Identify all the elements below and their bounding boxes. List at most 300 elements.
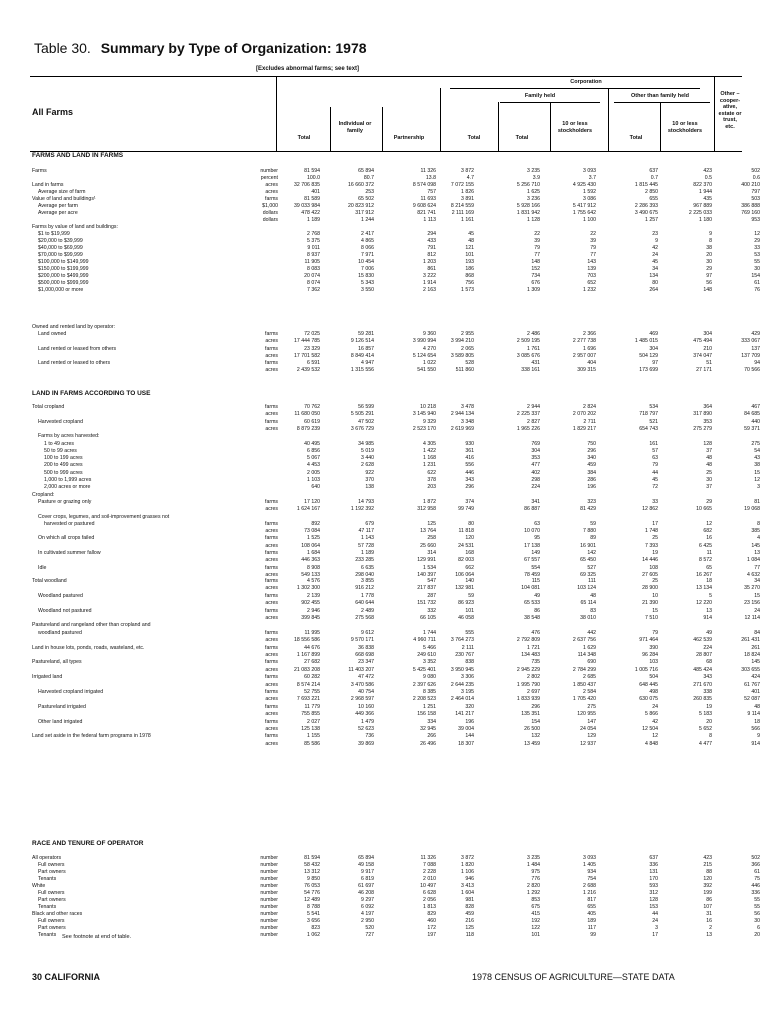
row-unit: farms <box>265 550 278 556</box>
cell-value: 971 464 <box>639 637 658 644</box>
cell-value: 11 693 <box>420 196 436 202</box>
table-row <box>30 681 760 689</box>
cell-value: 53 <box>754 252 760 258</box>
cell-value: 56 <box>706 280 712 286</box>
cell-value: 134 <box>649 273 658 279</box>
table-row <box>30 506 760 513</box>
row-unit: acres <box>265 506 278 513</box>
cell-value: 44 676 <box>304 644 320 651</box>
cell-value: 9 126 514 <box>350 338 374 345</box>
cell-value: 1 315 556 <box>350 367 374 374</box>
cell-value: 309 315 <box>577 367 596 374</box>
row-label: $40,000 to $69,999 <box>38 245 83 251</box>
cell-value: 520 <box>365 925 374 931</box>
cell-value: 2 637 756 <box>572 637 596 644</box>
cell-value: 81 594 <box>304 168 320 174</box>
cell-value: 12 504 <box>642 726 658 732</box>
cell-value: 39 <box>534 238 540 244</box>
table-row <box>30 607 760 615</box>
cell-value: 1 761 <box>527 345 540 352</box>
cell-value: 433 <box>427 238 436 244</box>
row-unit: farms <box>265 659 278 666</box>
table-row <box>30 615 760 622</box>
row-label: Farms by value of land and buildings: <box>32 224 118 230</box>
cell-value: 8 574 214 <box>296 681 320 688</box>
table-row <box>30 259 760 266</box>
cell-value: 504 129 <box>639 352 658 359</box>
cell-value: 81 594 <box>304 855 320 861</box>
cell-value: 3 470 586 <box>350 681 374 688</box>
cell-value: 80 <box>652 280 658 286</box>
cell-value: 3 589 805 <box>450 352 474 359</box>
cell-value: 145 <box>751 659 760 666</box>
cell-value: 769 160 <box>741 210 760 216</box>
cell-value: 1 995 790 <box>516 681 540 688</box>
row-unit: farms <box>265 644 278 651</box>
cell-value: 33 <box>754 245 760 251</box>
cell-value: 675 <box>531 904 540 910</box>
row-unit: acres <box>265 585 278 592</box>
cell-value: 828 <box>465 904 474 910</box>
cell-value: 304 <box>531 447 540 454</box>
cell-value: 703 <box>587 273 596 279</box>
cell-value: 16 857 <box>358 345 374 352</box>
row-unit: number <box>260 876 278 882</box>
table-title <box>34 40 367 56</box>
cell-value: 3 085 676 <box>516 352 540 359</box>
cell-value: 12 220 <box>696 600 712 607</box>
cell-value: 153 <box>649 904 658 910</box>
cell-value: 4 925 430 <box>572 182 596 188</box>
cell-value: 10 070 <box>524 528 540 535</box>
cell-value: 3 656 <box>307 918 320 924</box>
footer-census-title: 1978 CENSUS OF AGRICULTURE—STATE DATA <box>472 972 675 982</box>
cell-value: 401 <box>311 189 320 195</box>
cell-value: 8 083 <box>307 266 320 272</box>
cell-value: 399 845 <box>301 615 320 621</box>
cell-value: 4 453 <box>307 462 320 469</box>
table-row <box>30 338 760 345</box>
table-row <box>30 462 760 469</box>
cell-value: 24 <box>652 703 658 710</box>
cell-value: 423 <box>703 855 712 861</box>
cell-value: 3 990 994 <box>412 338 436 345</box>
cell-value: 1 257 <box>645 217 658 223</box>
row-label: $100,000 to $149,999 <box>38 259 89 265</box>
cell-value: 72 <box>652 484 658 491</box>
row-unit: acres <box>265 637 278 644</box>
cell-value: 718 797 <box>639 411 658 418</box>
cell-value: 1 128 <box>527 217 540 223</box>
cell-value: 892 <box>311 520 320 527</box>
cell-value: 3 306 <box>461 674 474 681</box>
cell-value: 73 084 <box>304 528 320 535</box>
cell-value: 630 075 <box>639 696 658 703</box>
cell-value: 97 <box>706 273 712 279</box>
cell-value: 34 <box>754 578 760 584</box>
table-row <box>30 622 742 629</box>
cell-value: 210 <box>703 345 712 352</box>
cell-value: 791 <box>427 245 436 251</box>
cell-value: 429 <box>751 331 760 338</box>
cell-value: 757 <box>427 189 436 195</box>
cell-value: 511 860 <box>455 367 474 374</box>
row-unit: farms <box>265 331 278 338</box>
cell-value: 534 <box>649 404 658 410</box>
cell-value: 2 697 <box>527 689 540 695</box>
cell-value: 59 281 <box>358 331 374 338</box>
table-row <box>30 578 760 585</box>
cell-value: 2 944 134 <box>450 411 474 418</box>
cell-value: 18 556 586 <box>294 637 320 644</box>
cell-value: 1 161 <box>461 217 474 223</box>
cell-value: 154 <box>531 718 540 725</box>
cell-value: 70 762 <box>304 404 320 410</box>
cell-value: 30 <box>706 259 712 265</box>
table-row <box>30 925 760 932</box>
cell-value: 80 <box>468 520 474 527</box>
cell-value: 521 <box>649 418 658 425</box>
cell-value: 2 945 229 <box>516 666 540 673</box>
cell-value: 20 823 912 <box>348 203 374 209</box>
cell-value: 1 292 <box>527 890 540 896</box>
table-row <box>30 514 742 521</box>
row-label: Idle <box>38 564 47 571</box>
cell-value: 8 214 559 <box>450 203 474 209</box>
cell-value: 120 <box>703 876 712 882</box>
cell-value: 57 728 <box>358 542 374 549</box>
cell-value: 67 557 <box>524 557 540 564</box>
cell-value: 1 106 <box>461 869 474 875</box>
row-unit: acres <box>265 726 278 732</box>
cell-value: 12 <box>754 477 760 483</box>
table-row <box>30 600 760 607</box>
cell-value: 61 697 <box>358 883 374 889</box>
row-unit: number <box>260 911 278 917</box>
cell-value: 99 749 <box>458 506 474 513</box>
cell-value: 7 088 <box>423 862 436 868</box>
cell-value: 19 <box>706 703 712 710</box>
cell-value: 12 <box>754 231 760 237</box>
table-row <box>30 585 760 592</box>
cell-value: 60 619 <box>304 418 320 425</box>
cell-value: 1 592 <box>583 189 596 195</box>
table-row <box>30 175 760 182</box>
cell-value: 735 <box>531 659 540 666</box>
table-row <box>30 168 760 175</box>
cell-value: 1 850 437 <box>572 681 596 688</box>
table-row <box>30 733 760 740</box>
cell-value: 467 <box>751 404 760 410</box>
cell-value: 593 <box>649 883 658 889</box>
cell-value: 622 <box>427 469 436 476</box>
cell-value: 5 425 401 <box>412 666 436 673</box>
table-row <box>30 484 760 491</box>
cell-value: 8 788 <box>307 904 320 910</box>
row-unit: farms <box>265 535 278 542</box>
cell-value: 77 <box>754 564 760 571</box>
cell-value: 378 <box>427 477 436 483</box>
cell-value: 1 302 300 <box>296 585 320 592</box>
cell-value: 25 <box>652 535 658 542</box>
cell-value: 65 533 <box>524 600 540 607</box>
cell-value: 134 483 <box>521 652 540 658</box>
cell-value: 1 143 <box>361 535 374 542</box>
cell-value: 44 <box>652 911 658 917</box>
cell-value: 8 <box>757 520 760 527</box>
cell-value: 143 <box>587 259 596 265</box>
cell-value: 68 <box>706 659 712 666</box>
cell-value: 2 111 169 <box>451 210 474 216</box>
cell-value: 16 <box>706 918 712 924</box>
cell-value: 23 <box>652 231 658 237</box>
cell-value: 15 <box>754 469 760 476</box>
cell-value: 81 589 <box>304 196 320 202</box>
row-unit: acres <box>265 681 278 688</box>
table-row <box>30 535 760 542</box>
cell-value: 431 <box>531 360 540 366</box>
cell-value: 682 <box>703 528 712 535</box>
cell-value: 1 231 <box>423 462 436 469</box>
row-label: Land rented or leased from others <box>38 345 117 352</box>
cell-value: 65 450 <box>580 557 596 564</box>
cell-value: 10 665 <box>696 506 712 513</box>
cell-value: 11 403 207 <box>348 666 374 673</box>
cell-value: 1 192 392 <box>350 506 374 513</box>
cell-value: 1 525 <box>307 535 320 542</box>
cell-value: 76 <box>754 287 760 293</box>
cell-value: 304 <box>649 345 658 352</box>
row-label: 50 to 99 acres <box>44 447 77 454</box>
cell-value: 296 <box>587 447 596 454</box>
cell-value: 3 764 273 <box>450 637 474 644</box>
row-unit: acres <box>265 367 278 374</box>
cell-value: 65 114 <box>580 600 596 607</box>
cell-value: 59 <box>468 592 474 599</box>
header-other-than-family: Other than family held <box>630 93 690 99</box>
table-row <box>30 352 760 360</box>
cell-value: 31 <box>706 911 712 917</box>
cell-value: 1 721 <box>527 644 540 651</box>
cell-value: 1 604 <box>461 890 474 896</box>
cell-value: 1 748 <box>645 528 658 535</box>
row-label: Full owners <box>38 890 65 896</box>
cell-value: 10 497 <box>420 883 436 889</box>
cell-value: 334 <box>427 718 436 725</box>
row-unit: acres <box>265 711 278 718</box>
row-label: 200 to 499 acres <box>44 462 83 469</box>
row-unit: acres <box>265 189 278 195</box>
cell-value: 101 <box>531 932 540 938</box>
table-row <box>30 703 760 711</box>
cell-value: 549 133 <box>301 571 320 578</box>
table-row <box>30 440 760 448</box>
table-row <box>30 890 760 897</box>
cell-value: 386 888 <box>741 203 760 209</box>
cell-value: 17 <box>652 520 658 527</box>
cell-value: 296 <box>465 484 474 491</box>
cell-value: 22 <box>590 231 596 237</box>
cell-value: 61 767 <box>744 681 760 688</box>
cell-value: 449 366 <box>355 711 374 718</box>
table-row <box>30 425 760 433</box>
cell-value: 446 <box>465 469 474 476</box>
cell-value: 28 900 <box>642 585 658 592</box>
cell-value: 916 212 <box>355 585 374 592</box>
row-label: $500,000 to $999,999 <box>38 280 89 286</box>
row-unit: acres <box>265 615 278 621</box>
cell-value: 172 <box>427 925 436 931</box>
row-label: On which all crops failed <box>38 535 95 542</box>
cell-value: 48 <box>468 238 474 244</box>
cell-value: 5 505 291 <box>350 411 374 418</box>
cell-value: 125 <box>465 925 474 931</box>
row-label: woodland pastured <box>38 629 82 636</box>
stub-title: All Farms <box>32 107 74 117</box>
cell-value: 129 991 <box>417 557 436 564</box>
cell-value: 26 500 <box>524 726 540 732</box>
header-family-held: Family held <box>524 93 556 99</box>
row-unit: farms <box>265 718 278 725</box>
cell-value: 446 <box>751 883 760 889</box>
cell-value: 49 <box>534 592 540 599</box>
cell-value: 902 455 <box>301 600 320 607</box>
table-row <box>30 932 760 939</box>
row-label: $70,000 to $99,999 <box>38 252 83 258</box>
cell-value: 55 <box>754 259 760 265</box>
cell-value: 203 <box>427 484 436 491</box>
cell-value: 27 682 <box>304 659 320 666</box>
cell-value: 147 <box>587 718 596 725</box>
row-label: Part owners <box>38 925 66 931</box>
table-row <box>30 345 760 353</box>
table-row <box>30 592 760 600</box>
cell-value: 56 599 <box>358 404 374 410</box>
table-row <box>30 897 760 904</box>
cell-value: 4 848 <box>645 740 658 747</box>
row-label: Harvested cropland irrigated <box>38 689 104 695</box>
cell-value: 168 <box>465 550 474 556</box>
cell-value: 121 <box>465 245 474 251</box>
cell-value: 37 <box>706 484 712 491</box>
cell-value: 120 955 <box>577 711 596 718</box>
cell-value: 149 <box>531 550 540 556</box>
cell-value: 107 <box>703 904 712 910</box>
cell-value: 323 <box>587 498 596 505</box>
cell-value: 3 872 <box>461 855 474 861</box>
cell-value: 312 958 <box>417 506 436 513</box>
cell-value: 148 <box>531 259 540 265</box>
cell-value: 934 <box>587 869 596 875</box>
cell-value: 7 693 221 <box>296 696 320 703</box>
cell-value: 48 <box>706 462 712 469</box>
row-unit: number <box>260 168 278 174</box>
cell-value: 12 <box>652 733 658 740</box>
cell-value: 61 <box>754 869 760 875</box>
table-row <box>30 210 760 217</box>
cell-value: 118 <box>465 932 474 938</box>
cell-value: 54 <box>754 447 760 454</box>
cell-value: 17 120 <box>304 498 320 505</box>
cell-value: 975 <box>531 869 540 875</box>
cell-value: 25 <box>706 469 712 476</box>
cell-value: 19 <box>652 550 658 556</box>
row-unit: farms <box>265 607 278 614</box>
cell-value: 2 111 <box>461 644 474 651</box>
cell-value: 20 074 <box>304 273 320 279</box>
cell-value: 332 <box>427 607 436 614</box>
table-row <box>30 629 760 637</box>
cell-value: 822 370 <box>693 182 712 188</box>
cell-value: 70 566 <box>744 367 760 374</box>
cell-value: 2 957 007 <box>572 352 596 359</box>
row-unit: farms <box>265 404 278 410</box>
table-row <box>30 711 760 718</box>
cell-value: 2 397 626 <box>412 681 436 688</box>
cell-value: 401 <box>751 689 760 695</box>
cell-value: 2 946 <box>307 607 320 614</box>
cell-value: 3.7 <box>588 175 596 181</box>
cell-value: 353 <box>703 418 712 425</box>
cell-value: 374 <box>465 498 474 505</box>
cell-value: 385 <box>751 528 760 535</box>
cell-value: 104 081 <box>521 585 540 592</box>
cell-value: 95 <box>534 535 540 542</box>
cell-value: 3 352 <box>423 659 436 666</box>
cell-value: 122 <box>531 925 540 931</box>
row-label: In cultivated summer fallow <box>38 550 101 556</box>
table-row <box>30 876 760 883</box>
header-corporation: Corporation <box>570 79 602 85</box>
table-row <box>30 652 760 659</box>
row-label: Harvested cropland <box>38 418 83 425</box>
cell-value: 84 685 <box>744 411 760 418</box>
row-unit: farms <box>265 498 278 505</box>
cell-value: 17 444 785 <box>294 338 320 345</box>
row-unit: farms <box>265 629 278 636</box>
cell-value: 46 058 <box>458 615 474 621</box>
cell-value: 477 <box>531 462 540 469</box>
row-label: Other land irrigated <box>38 718 83 725</box>
cell-value: 45 <box>652 259 658 265</box>
cell-value: 1 103 <box>307 477 320 483</box>
cell-value: 128 <box>703 440 712 447</box>
cell-value: 3 676 729 <box>350 425 374 432</box>
cell-value: 2 802 <box>527 674 540 681</box>
cell-value: 528 <box>465 360 474 366</box>
cell-value: 1 914 <box>423 280 436 286</box>
row-label: Land rented or leased to others <box>38 360 111 366</box>
cell-value: 144 <box>465 733 474 740</box>
cell-value: 336 <box>751 890 760 896</box>
table-number: Table 30. <box>34 40 91 56</box>
cell-value: 56 <box>754 911 760 917</box>
row-label: Irrigated land <box>32 674 63 681</box>
cell-value: 1 180 <box>699 217 712 223</box>
cell-value: 35 270 <box>744 585 760 592</box>
row-unit: farms <box>265 196 278 202</box>
table-row <box>30 498 760 506</box>
cell-value: 65 894 <box>358 168 374 174</box>
cell-value: 8 074 <box>307 280 320 286</box>
cell-value: 7 006 <box>361 266 374 272</box>
cell-value: 435 <box>703 196 712 202</box>
cell-value: 2 <box>709 925 712 931</box>
cell-value: 13 312 <box>304 869 320 875</box>
cell-value: 16 <box>706 535 712 542</box>
cell-value: 58 432 <box>304 862 320 868</box>
cell-value: 2 027 <box>307 718 320 725</box>
